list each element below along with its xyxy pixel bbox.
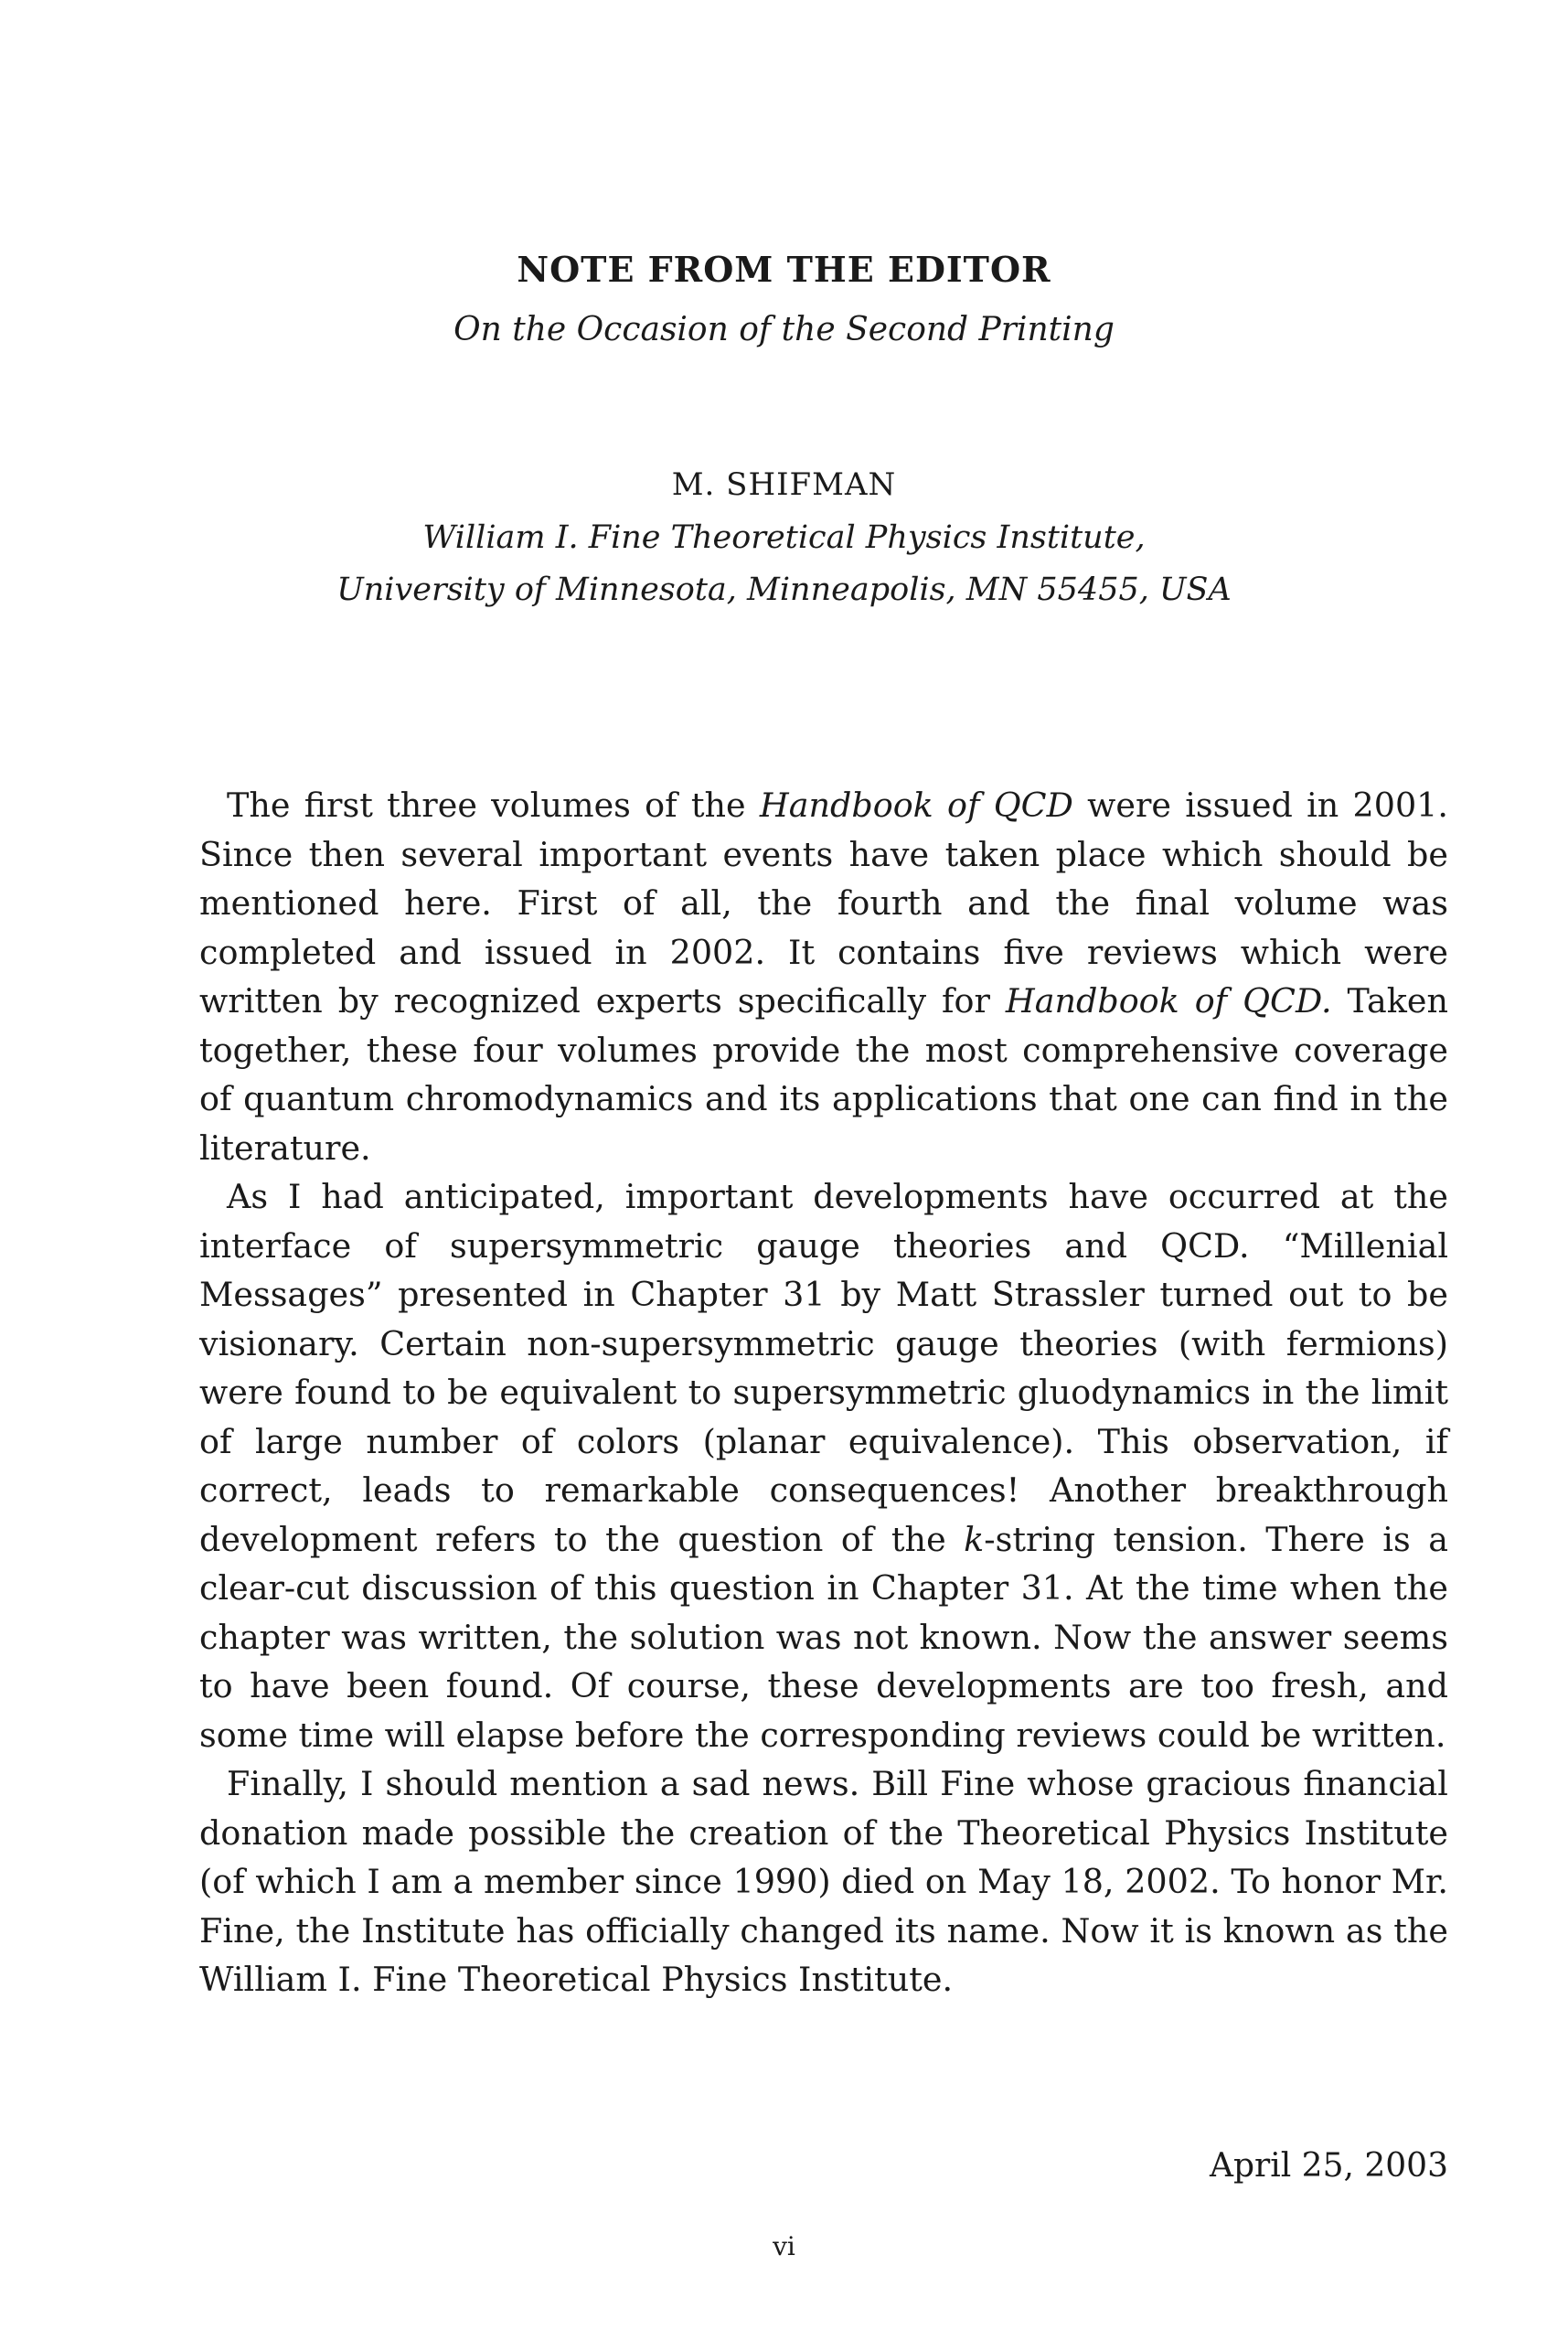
book-title: Handbook of QCD. <box>1005 981 1332 1021</box>
page-subtitle: On the Occasion of the Second Printing <box>453 311 1115 348</box>
paragraph-1-text-c: Taken together, these four volumes provide the most comprehensive coverage of quantum chromodynamics and its applications that one can find in the literature. <box>199 981 1448 1168</box>
page-number: vi <box>773 2231 795 2261</box>
paragraph-2-text-a: As I had anticipated, important developments have occurred at the interface of supersymmetric gauge theories and QCD. “Millenial Messages” presented in Chapter 31 by Matt Strassler turned out to be visionary. Certain non-supersymmetric gauge theories (with fermions) were found to be equivalent to supersymmetric gluodynamics in the limit of large number of colors (planar equivalence). This observation, if correct, leads to remarkable consequences! Another breakthrough development refers to the question of the <box>199 1177 1448 1559</box>
author-affiliation-line2: University of Minnesota, Minneapolis, MN 55455, USA <box>336 572 1232 608</box>
paragraph-2 <box>199 1172 1448 1759</box>
paragraph-1-text-a: The first three volumes of the <box>227 786 760 825</box>
math-variable-k: k <box>964 1519 985 1559</box>
paragraph-2-text-b: -string tension. There is a clear-cut discussion of this question in Chapter 31. At the time when the chapter was written, the solution was not known. Now the answer seems to have been found. Of course, these developments are too fresh, and some time will elapse before the corresponding reviews could be written. <box>199 1519 1448 1755</box>
author-affiliation-line1: William I. Fine Theoretical Physics Institute, <box>422 519 1146 556</box>
book-title: Handbook of QCD <box>759 786 1073 825</box>
page-title: NOTE FROM THE EDITOR <box>517 249 1051 290</box>
paragraph-1 <box>199 781 1448 1172</box>
date: April 25, 2003 <box>1209 2147 1448 2185</box>
paragraph-3: Finally, I should mention a sad news. Bill Fine whose gracious financial donation made possible the creation of the Theoretical Physics Institute (of which I am a member since 1990) died on May 18, 2002. To honor Mr. Fine, the Institute has officially changed its name. Now it is known as the William I. Fine Theoretical Physics Institute. <box>199 1764 1448 1999</box>
author-name: M. SHIFMAN <box>671 466 897 503</box>
body-text <box>199 781 1448 2004</box>
paragraph-1-text-b: were issued in 2001. Since then several important events have taken place which should be mentioned here. First of all, the fourth and the final volume was completed and issued in 2002. It contains five reviews which were written by recognized experts specifically for <box>199 786 1448 1021</box>
